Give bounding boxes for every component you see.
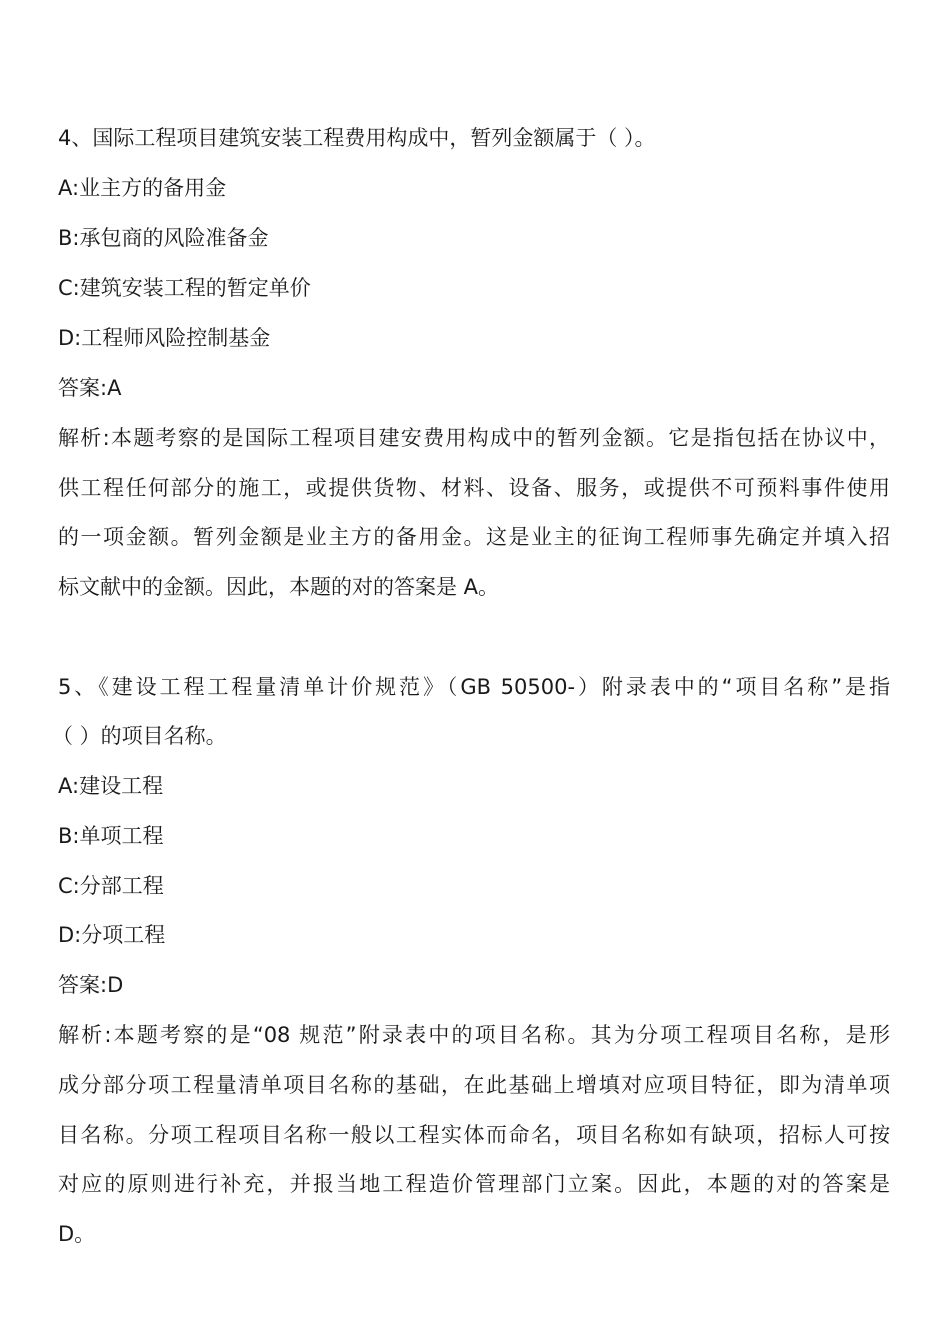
question-4-option-b: B:承包商的风险准备金 xyxy=(58,226,269,250)
question-5-analysis-line: 目名称。分项工程项目名称一般以工程实体而命名，项目名称如有缺项，招标人可按 xyxy=(58,1123,890,1147)
question-4-option-c: C:建筑安装工程的暂定单价 xyxy=(58,276,311,300)
question-5-stem-continued: （ ）的项目名称。 xyxy=(52,724,227,748)
question-4-analysis-line: 标文献中的金额。因此，本题的对的答案是 A。 xyxy=(58,575,500,599)
question-5-analysis-line: 对应的原则进行补充，并报当地工程造价管理部门立案。因此，本题的对的答案是 xyxy=(58,1172,890,1196)
question-4-stem: 4、国际工程项目建筑安装工程费用构成中，暂列金额属于（ ）。 xyxy=(58,126,656,150)
question-5-stem: 5、《建设工程工程量清单计价规范》（GB 50500-）附录表中的“项目名称”是指 xyxy=(58,675,890,699)
question-5-option-c: C:分部工程 xyxy=(58,874,164,898)
question-5-analysis-line: 成分部分项工程量清单项目名称的基础，在此基础上增填对应项目特征，即为清单项 xyxy=(58,1073,890,1097)
question-5-analysis-line: D。 xyxy=(58,1222,96,1246)
question-5-option-b: B:单项工程 xyxy=(58,824,164,848)
question-5-option-a: A:建设工程 xyxy=(58,774,164,798)
question-4-option-d: D:工程师风险控制基金 xyxy=(58,326,271,350)
question-5-analysis-line: 解析:本题考察的是“08 规范”附录表中的项目名称。其为分项工程项目名称，是形 xyxy=(58,1023,890,1047)
question-4-analysis-line: 解析:本题考察的是国际工程项目建安费用构成中的暂列金额。它是指包括在协议中， xyxy=(58,426,890,450)
question-5-answer: 答案:D xyxy=(58,973,124,997)
question-4-analysis-line: 的一项金额。暂列金额是业主方的备用金。这是业主的征询工程师事先确定并填入招 xyxy=(58,525,890,549)
question-4-analysis-line: 供工程任何部分的施工，或提供货物、材料、设备、服务，或提供不可预料事件使用 xyxy=(58,476,890,500)
question-4-answer: 答案:A xyxy=(58,376,122,400)
question-4-option-a: A:业主方的备用金 xyxy=(58,176,227,200)
question-5-option-d: D:分项工程 xyxy=(58,923,166,947)
